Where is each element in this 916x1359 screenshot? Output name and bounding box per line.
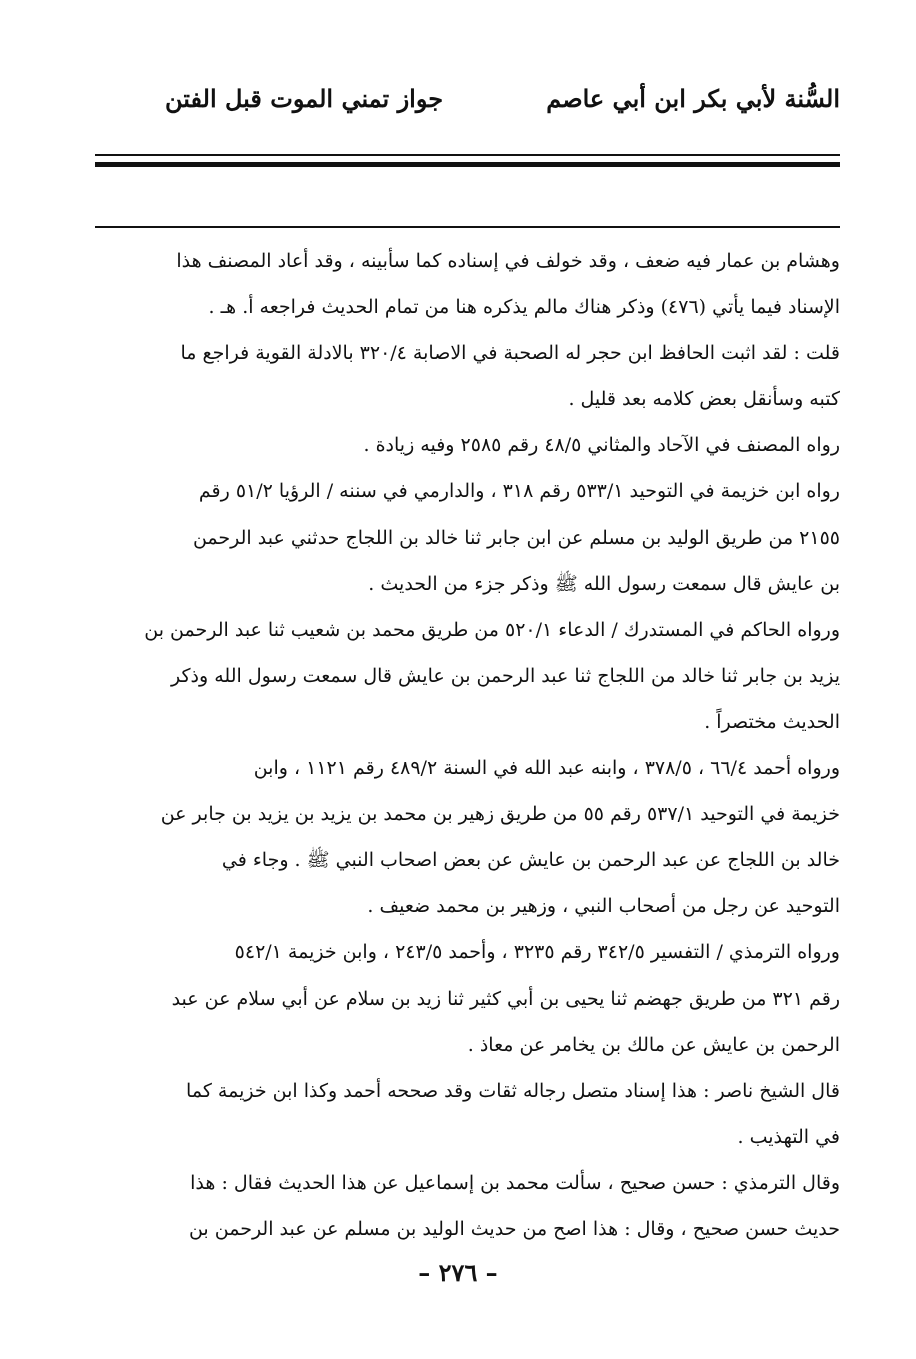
text-line: وهشام بن عمار فيه ضعف ، وقد خولف في إسناده كما سأبينه ، وقد أعاد المصنف هذا: [176, 250, 840, 272]
footnote-separator: [95, 226, 840, 228]
text-line: رواه ابن خزيمة في التوحيد ٥٣٣/١ رقم ٣١٨ ، والدارمي في سننه / الرؤيا ٥١/٢ رقم: [198, 480, 840, 503]
running-header: [95, 78, 840, 128]
text-line: خزيمة في التوحيد ٥٣٧/١ رقم ٥٥ من طريق زهير بن محمد بن يزيد بن يزيد بن جابر عن: [160, 803, 840, 826]
text-line: الإسناد فيما يأتي (٤٧٦) وذكر هناك مالم يذكره هنا من تمام الحديث فراجعه أ. هـ .: [208, 296, 840, 319]
text-line: رقم ٣٢١ من طريق جهضم ثنا يحيى بن أبي كثير ثنا زيد بن سلام عن أبي سلام عن عبد: [171, 987, 840, 1010]
text-line: رواه المصنف في الآحاد والمثاني ٤٨/٥ رقم ٢٥٨٥ وفيه زيادة .: [363, 434, 840, 457]
text-line: بن عايش قال سمعت رسول الله ﷺ وذكر جزء من الحديث .: [368, 572, 840, 595]
text-line: وقال الترمذي : حسن صحيح ، سألت محمد بن إسماعيل عن هذا الحديث فقال : هذا: [190, 1171, 840, 1194]
text-line: الحديث مختصراً .: [704, 710, 840, 733]
header-rule-thick: [95, 162, 840, 167]
text-line: كتبه وسأنقل بعض كلامه بعد قليل .: [568, 388, 840, 411]
text-line: قلت : لقد اثبت الحافظ ابن حجر له الصحبة في الاصابة ٣٢٠/٤ بالادلة القوية فراجع ما: [180, 342, 840, 365]
text-line: حديث حسن صحيح ، وقال : هذا اصح من حديث الوليد بن مسلم عن عبد الرحمن بن: [188, 1217, 840, 1240]
text-line: في التهذيب .: [737, 1125, 840, 1148]
book-title: السُّنة لأبي بكر ابن أبي عاصم: [546, 84, 840, 113]
text-line: الرحمن بن عايش عن مالك بن يخامر عن معاذ .: [467, 1033, 840, 1056]
text-line: ورواه أحمد ٦٦/٤ ، ٣٧٨/٥ ، وابنه عبد الله في السنة ٤٨٩/٢ رقم ١١٢١ ، وابن: [253, 757, 840, 780]
text-line: ورواه الحاكم في المستدرك / الدعاء ٥٢٠/١ من طريق محمد بن شعيب ثنا عبد الرحمن بن: [144, 618, 840, 641]
footnote-text: [85, 238, 840, 1252]
text-line: خالد بن اللجاج عن عبد الرحمن بن عايش عن بعض اصحاب النبي ﷺ . وجاء في: [221, 849, 840, 872]
page-number: – ٢٧٦ –: [418, 1258, 498, 1287]
text-line: التوحيد عن رجل من أصحاب النبي ، وزهير بن محمد ضعيف .: [367, 895, 840, 918]
text-line: قال الشيخ ناصر : هذا إسناد متصل رجاله ثقات وقد صححه أحمد وكذا ابن خزيمة كما: [186, 1079, 840, 1102]
chapter-title: جواز تمني الموت قبل الفتن: [165, 84, 444, 113]
text-line: ٢١٥٥ من طريق الوليد بن مسلم عن ابن جابر ثنا خالد بن اللجاج حدثني عبد الرحمن: [192, 526, 840, 549]
text-line: ورواه الترمذي / التفسير ٣٤٢/٥ رقم ٣٢٣٥ ، وأحمد ٢٤٣/٥ ، وابن خزيمة ٥٤٢/١: [234, 941, 840, 964]
text-line: يزيد بن جابر ثنا خالد من اللجاج ثنا عبد الرحمن بن عايش قال سمعت رسول الله وذكر: [171, 664, 840, 687]
header-rule-thin: [95, 154, 840, 156]
